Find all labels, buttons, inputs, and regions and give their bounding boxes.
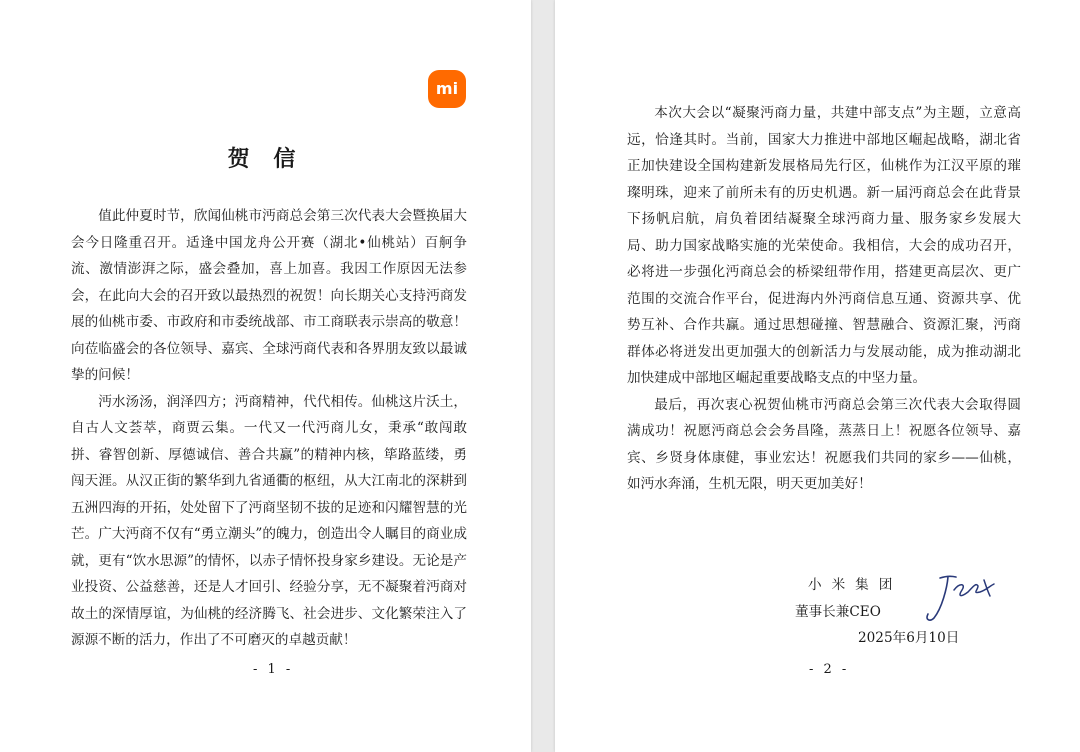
page-number: - 2 - <box>809 662 850 677</box>
letter-title: 贺 信 <box>227 146 304 172</box>
paragraph: 本次大会以“凝聚沔商力量，共建中部支点”为主题，立意高远，恰逢其时。当前，国家大力推进中部地区崛起战略，湖北省正加快建设全国构建新发展格局先行区，仙桃作为江汉平原的璀璨明珠，迎来了前所未有的历史机遇。新一届沔商总会在此背景下扬帆启航，肩负着团结凝聚全球沔商力量、服务家乡发展大局、助力国家战略实施的光荣使命。我相信，大会的成功召开，必将进一步强化沔商总会的桥梁纽带作用，搭建更高层次、更广范围的交流合作平台，促进海内外沔商信息互通、资源共享、优势互补、合作共赢。通过思想碰撞、智慧融合、资源汇聚，沔商群体必将迸发出更加强大的创新活力与发展动能，成为推动湖北加快建成中部地区崛起重要战略支点的中坚力量。 <box>627 105 1021 386</box>
page-number: - 1 - <box>253 662 294 677</box>
xiaomi-logo: mi <box>428 70 466 108</box>
page-1-body <box>71 203 467 654</box>
paragraph: 值此仲夏时节，欣闻仙桃市沔商总会第三次代表大会暨换届大会今日隆重召开。适逢中国龙舟公开赛（湖北•仙桃站）百舸争流、激情澎湃之际，盛会叠加，喜上加喜。我因工作原因无法参会，在此向大会的召开致以最热烈的祝贺！向长期关心支持沔商发展的仙桃市委、市政府和市委统战部、市工商联表示崇高的敬意！向莅临盛会的各位领导、嘉宾、全球沔商代表和各界朋友致以最诚挚的问候！ <box>71 208 467 383</box>
handwritten-signature <box>918 568 998 626</box>
paragraph: 沔水汤汤，润泽四方；沔商精神，代代相传。仙桃这片沃土，自古人文荟萃，商贾云集。一代又一代沔商儿女，秉承“敢闯敢拼、睿智创新、厚德诚信、善合共赢”的精神内核，筚路蓝缕，勇闯天涯。从汉正街的繁华到九省通衢的枢纽，从大江南北的深耕到五洲四海的开拓，处处留下了沔商坚韧不拔的足迹和闪耀智慧的光芒。广大沔商不仅有“勇立潮头”的魄力，创造出令人瞩目的商业成就，更有“饮水思源”的情怀，以赤子情怀投身家乡建设。无论是产业投资、公益慈善，还是人才回引、经验分享，无不凝聚着沔商对故土的深情厚谊，为仙桃的经济腾飞、社会进步、文化繁荣注入了源源不断的活力，作出了不可磨灭的卓越贡献！ <box>71 393 467 648</box>
signature-role: 董事长兼CEO <box>795 604 881 620</box>
page-2-body <box>627 100 1021 498</box>
signature-company: 小米集团 <box>808 577 903 593</box>
signature-date: 2025年6月10日 <box>858 630 960 646</box>
paragraph: 最后，再次衷心祝贺仙桃市沔商总会第三次代表大会取得圆满成功！祝愿沔商总会会务昌隆，蒸蒸日上！祝愿各位领导、嘉宾、乡贤身体康健，事业宏达！祝愿我们共同的家乡——仙桃，如沔水奔涌，生机无限，明天更加美好！ <box>627 396 1021 492</box>
